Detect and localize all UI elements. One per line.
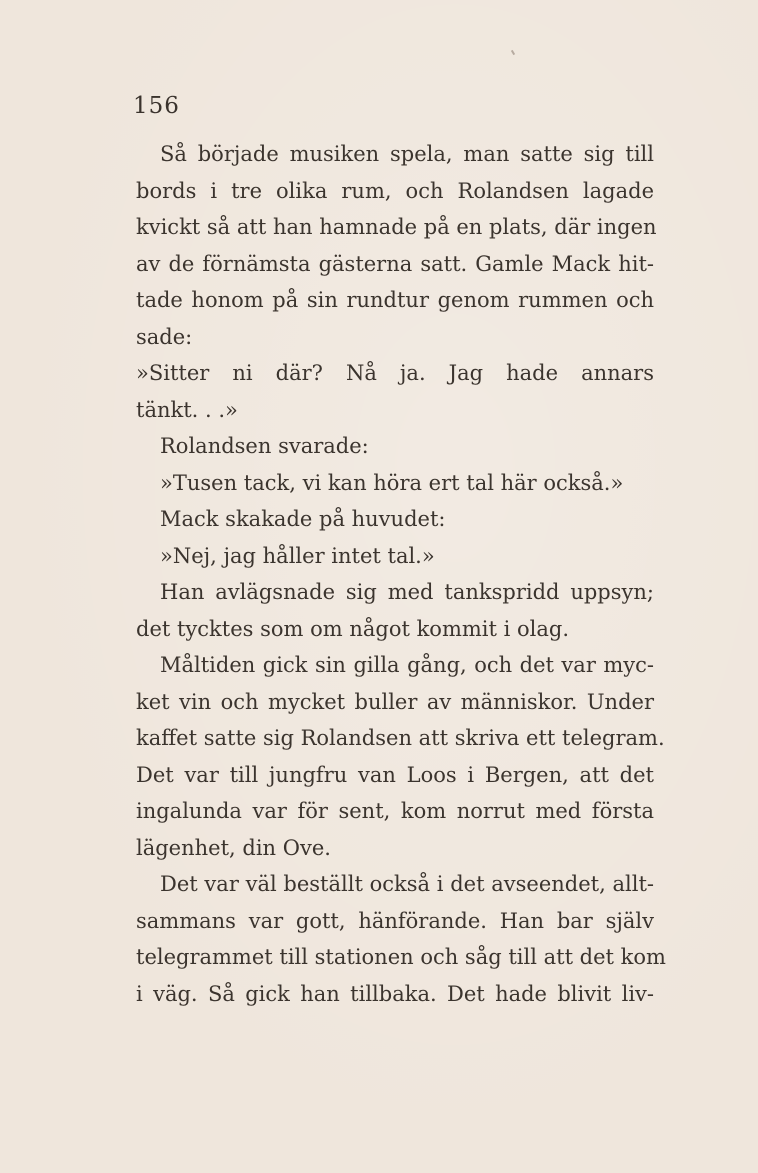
text-line: Måltiden gick sin gilla gång, och det var myc-	[160, 653, 654, 677]
text-line: i väg. Så gick han tillbaka. Det hade blivit liv-	[136, 981, 654, 1006]
text-line: ingalunda var för sent, kom norrut med första	[136, 799, 654, 823]
text-line: kvickt så att han hamnade på en plats, där ingen	[136, 215, 657, 239]
page-number: 156	[133, 93, 180, 119]
text-line: bords i tre olika rum, och Rolandsen lagade	[136, 178, 654, 203]
text-line: »Sitter ni där? Nå ja. Jag hade annars	[136, 361, 654, 385]
paper-speck	[511, 50, 515, 55]
text-line: det tycktes som om något kommit i olag.	[136, 616, 569, 641]
text-line: kaffet satte sig Rolandsen att skriva ett telegram.	[136, 726, 665, 750]
text-line: »Nej, jag håller intet tal.»	[160, 543, 435, 568]
text-line: tade honom på sin rundtur genom rummen och	[136, 288, 654, 312]
text-line: telegrammet till stationen och såg till att det kom	[136, 945, 666, 969]
text-line: av de förnämsta gästerna satt. Gamle Mack hit-	[136, 251, 654, 276]
text-line: Det var väl beställt också i det avseendet, allt-	[160, 872, 654, 896]
body-text	[136, 136, 666, 1012]
text-line: Det var till jungfru van Loos i Bergen, att det	[136, 762, 654, 787]
text-line: sade:	[136, 324, 193, 349]
text-line: tänkt. . .»	[136, 397, 238, 422]
text-line: Han avlägsnade sig med tankspridd uppsyn;	[160, 580, 654, 604]
text-line: Mack skakade på huvudet:	[160, 507, 446, 531]
text-line: ket vin och mycket buller av människor. Under	[136, 689, 654, 714]
text-line: lägenhet, din Ove.	[136, 835, 331, 860]
text-line: Så började musiken spela, man satte sig till	[160, 142, 654, 166]
text-line: sammans var gott, hänförande. Han bar själv	[136, 908, 654, 933]
text-line: Rolandsen svarade:	[160, 434, 369, 458]
text-line: »Tusen tack, vi kan höra ert tal här också.»	[160, 470, 624, 495]
